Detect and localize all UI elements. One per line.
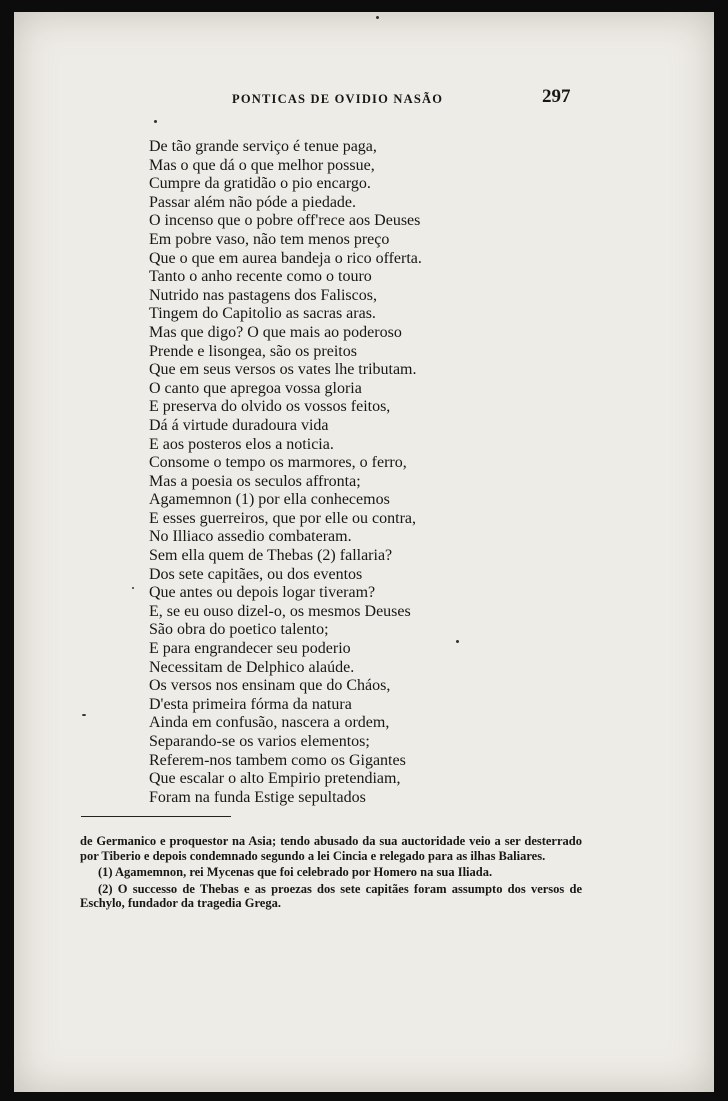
verse-line: De tão grande serviço é tenue paga, — [149, 138, 377, 155]
verse-line: E para engrandecer seu poderio — [149, 640, 351, 658]
verse-line: Nutrido nas pastagens dos Faliscos, — [149, 286, 377, 304]
verse-line: Necessitam de Delphico alaúde. — [149, 658, 355, 676]
verse-line: Que em seus versos os vates lhe tributam. — [149, 361, 417, 379]
running-title: PONTICAS DE OVIDIO NASÃO — [232, 92, 444, 106]
verse-line: Foram na funda Estige sepultados — [149, 788, 366, 806]
footnote-2: (2) O successo de Thebas e as proezas dos sete capitães foram assumpto dos versos de Eschylo, fundador da tragedia Grega. — [80, 881, 582, 911]
verse-line: E, se eu ouso dizel-o, os mesmos Deuses — [149, 602, 411, 620]
verse-line: No Illiaco assedio combateram. — [149, 528, 352, 546]
verse-line: Em pobre vaso, não tem menos preço — [149, 230, 390, 248]
verse-line: Mas o que dá o que melhor possue, — [149, 156, 375, 174]
verse-line: E aos posteros elos a noticia. — [149, 435, 334, 453]
verse-line: São obra do poetico talento; — [149, 621, 329, 639]
verse-line: Consome o tempo os marmores, o ferro, — [149, 454, 407, 472]
verse-line: Dá á virtude duradoura vida — [149, 416, 329, 434]
verse-line: Tingem do Capitolio as sacras aras. — [149, 305, 376, 323]
verse-line: Que antes ou depois logar tiveram? — [149, 584, 376, 602]
verse-line: Mas que digo? O que mais ao poderoso — [149, 323, 402, 341]
verse-line: Prende e lisongea, são os preitos — [149, 342, 357, 360]
footnotes — [80, 834, 582, 911]
verse-line: Cumpre da gratidão o pio encargo. — [149, 175, 371, 193]
footnote-1: (1) Agamemnon, rei Mycenas que foi celebrado por Homero na sua Iliada. — [98, 865, 493, 880]
verse-line: O incenso que o pobre off'rece aos Deuses — [149, 212, 421, 230]
footnote-divider — [81, 816, 231, 817]
verse-line: Tanto o anho recente como o touro — [149, 268, 372, 286]
verse-line: D'esta primeira fórma da natura — [149, 695, 352, 713]
verse-line: Dos sete capitães, ou dos eventos — [149, 565, 363, 583]
print-speck — [376, 16, 379, 19]
book-page — [14, 12, 714, 1092]
page-number: 297 — [542, 86, 571, 107]
verse-line: E preserva do olvido os vossos feitos, — [149, 398, 391, 416]
verse-line: Sem ella quem de Thebas (2) fallaria? — [149, 547, 393, 565]
verse-line: Agamemnon (1) por ella conhecemos — [149, 491, 390, 509]
verse-line: E esses guerreiros, que por elle ou contra, — [149, 509, 417, 527]
verse-line: Passar além não póde a piedade. — [149, 193, 357, 211]
verse-line: Ainda em confusão, nascera a ordem, — [149, 714, 390, 732]
verse-line: O canto que apregoa vossa gloria — [149, 379, 362, 397]
poem-verse — [149, 138, 619, 807]
verse-line: Os versos nos ensinam que do Cháos, — [149, 677, 391, 695]
footnote-continuation: de Germanico e proquestor na Asia; tendo abusado da sua auctoridade veio a ser desterrado por Tiberio e depois condemnado segundo a lei Cincia e relegado para as ilhas Baliares. — [80, 834, 582, 863]
print-speck — [154, 120, 157, 123]
verse-line: Que escalar o alto Empirio pretendiam, — [149, 770, 401, 788]
print-speck — [456, 640, 459, 643]
verse-line: Mas a poesia os seculos affronta; — [149, 472, 361, 490]
verse-line: Separando-se os varios elementos; — [149, 733, 370, 750]
verse-line: Que o que em aurea bandeja o rico offerta. — [149, 249, 422, 267]
print-speck — [82, 714, 86, 716]
print-speck — [132, 587, 134, 589]
verse-line: Referem-nos tambem como os Gigantes — [149, 751, 406, 769]
